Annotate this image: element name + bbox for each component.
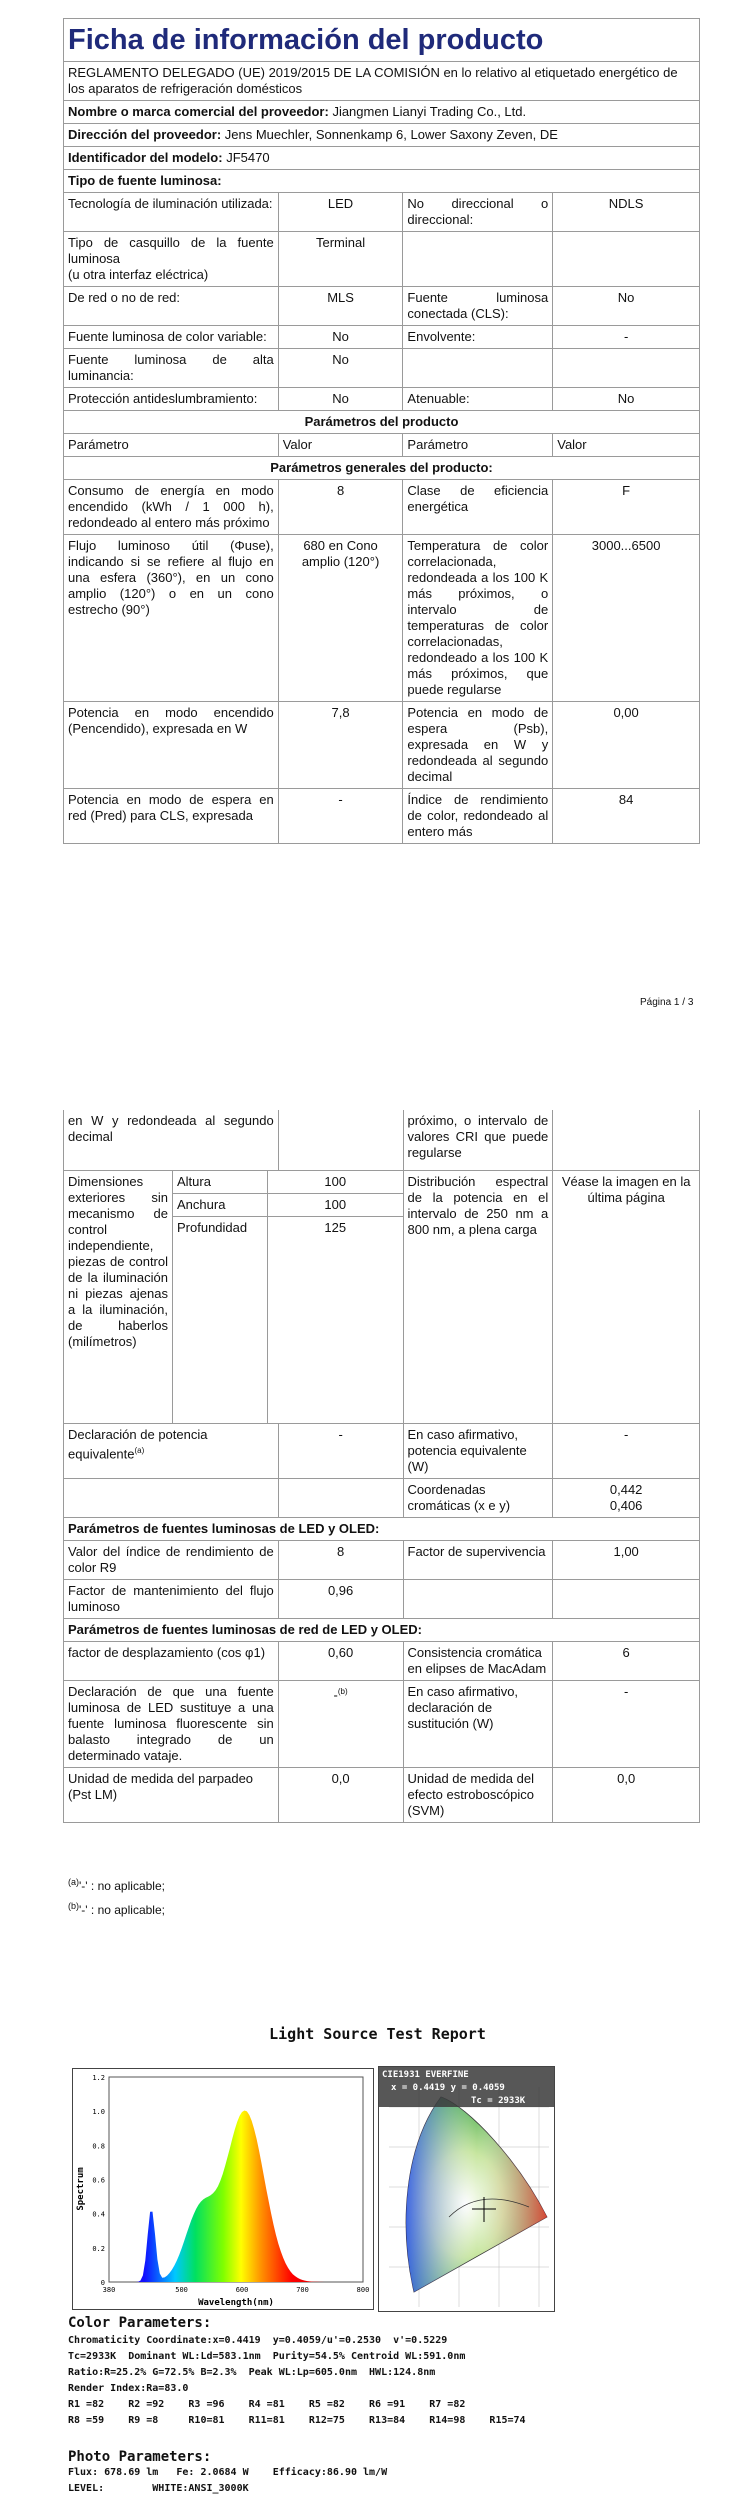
type-value: - (553, 326, 700, 349)
equiv-label-cell (64, 1424, 279, 1479)
general-value: 3000...6500 (553, 535, 700, 702)
type-value (553, 232, 700, 287)
general-param: Consumo de energía en modo encendido (kWh / 1 000 h), redondeado al entero más próximo (64, 480, 279, 535)
equiv2-label: En caso afirmativo, potencia equivalente (W) (403, 1424, 553, 1479)
y-tick-label: 1.2 (92, 2074, 105, 2082)
col-value-1: Valor (278, 434, 403, 457)
light-source-type-heading: Tipo de fuente luminosa: (64, 170, 700, 193)
spectral-value: Véase la imagen en la última página (553, 1171, 700, 1424)
y-tick-label: 0.8 (92, 2142, 105, 2151)
type-row (64, 326, 700, 349)
type-value: No (278, 349, 403, 388)
general-value: 680 en Cono amplio (120°) (278, 535, 403, 702)
col-param-1: Parámetro (64, 434, 279, 457)
y-ticks (92, 2074, 105, 2287)
survival-value: 1,00 (553, 1541, 700, 1580)
general-param: Potencia en modo encendido (Pencendido), expresada en W (64, 702, 279, 789)
general-value: F (553, 480, 700, 535)
dimensions-cell (64, 1171, 404, 1424)
dim-width-label: Anchura (173, 1194, 268, 1217)
dim-width-value: 100 (268, 1194, 403, 1217)
general-param: Flujo luminoso útil (Φuse), indicando si se refiere al flujo en una esfera (360°), en un cono amplio (120°) o en un cono estrecho (90°) (64, 535, 279, 702)
x-tick-label: 600 (235, 2286, 249, 2294)
chroma-x: 0,442 (609, 1482, 643, 1497)
type-row (64, 232, 700, 287)
general-value: 7,8 (278, 702, 403, 789)
photo-lines (68, 2465, 526, 2497)
type-param: Fuente luminosa de color variable: (64, 326, 279, 349)
type-row (64, 388, 700, 411)
displacement-value: 0,60 (278, 1642, 403, 1681)
general-row (64, 535, 700, 702)
supplier-address-row (64, 124, 700, 147)
product-params-heading: Parámetros del producto (64, 411, 700, 434)
type-param: Tipo de casquillo de la fuente luminosa (u otra interfaz eléctrica) (64, 232, 279, 287)
product-info-table-page2 (63, 1110, 700, 1823)
strobo-value: 0,0 (553, 1768, 700, 1823)
note-b-text: '-' : no aplicable; (79, 1903, 165, 1917)
param-line: Render Index:Ra=83.0 (68, 2383, 189, 2394)
cie-tc: Tc = 2933K (471, 2096, 526, 2106)
type-param: Envolvente: (403, 326, 553, 349)
param-line: Flux: 678.69 lm Fe: 2.0684 W Efficacy:86.90 lm/W (68, 2467, 388, 2478)
type-row (64, 349, 700, 388)
x-ticks (103, 2286, 370, 2294)
y-tick-label: 0.4 (92, 2210, 105, 2219)
param-line: Ratio:R=25.2% G=72.5% B=2.3% Peak WL:Lp=605.0nm HWL:124.8nm (68, 2367, 436, 2378)
x-tick-label: 500 (175, 2286, 188, 2294)
parameters-block (68, 2315, 526, 2497)
macadam-label: Consistencia cromática en elipses de MacAdam (403, 1642, 553, 1681)
chroma-values (553, 1479, 700, 1518)
mains-heading: Parámetros de fuentes luminosas de red de LED y OLED: (64, 1619, 700, 1642)
general-value: 84 (553, 789, 700, 844)
model-id: JF5470 (226, 150, 270, 165)
photo-params-heading: Photo Parameters: (68, 2449, 212, 2465)
general-param: Índice de rendimiento de color, redondeado al entero más (403, 789, 553, 844)
y-tick-label: 1.0 (92, 2108, 105, 2117)
type-value: No (553, 287, 700, 326)
note-a-mark: (a) (68, 1877, 79, 1887)
r9-label: Valor del índice de rendimiento de color R9 (64, 1541, 279, 1580)
spectral-label: Distribución espectral de la potencia en el intervalo de 250 nm a 800 nm, a plena carga (403, 1171, 553, 1424)
general-row (64, 789, 700, 844)
model-id-row (64, 147, 700, 170)
cie-svg (379, 2067, 554, 2311)
general-param: Potencia en modo de espera en red (Pred) para CLS, expresada (64, 789, 279, 844)
dimensions-table (64, 1171, 403, 1423)
dim-depth-label: Profundidad (177, 1220, 248, 1235)
x-tick-label: 380 (102, 2286, 116, 2294)
lumen-maint-label: Factor de mantenimiento del flujo luminoso (64, 1580, 279, 1619)
chroma-label: Coordenadas cromáticas (x e y) (403, 1479, 553, 1518)
type-param: Atenuable: (403, 388, 553, 411)
spectrum-svg (73, 2069, 373, 2309)
type-value: LED (278, 193, 403, 232)
type-row (64, 287, 700, 326)
color-lines (68, 2333, 526, 2429)
type-value: No (278, 326, 403, 349)
cie-chart (378, 2066, 555, 2312)
param-line: R1 =82 R2 =92 R3 =96 R4 =81 R5 =82 R6 =91 R7 =82 (68, 2399, 466, 2410)
type-param: De red o no de red: (64, 287, 279, 326)
empty-cell (553, 1110, 700, 1171)
equiv-sup: (a) (134, 1446, 145, 1455)
col-param-2: Parámetro (403, 434, 553, 457)
empty-cell (403, 1580, 553, 1619)
equiv2-value: - (553, 1424, 700, 1479)
dimensions-label: Dimensiones exteriores sin mecanismo de control independiente, piezas de control de la iluminación ni piezas ajenas a la iluminación, de haberlos (milímetros) (64, 1171, 173, 1423)
led-heading: Parámetros de fuentes luminosas de LED y OLED: (64, 1518, 700, 1541)
general-row (64, 480, 700, 535)
note-b-mark: (b) (68, 1901, 79, 1911)
empty-cell (278, 1110, 403, 1171)
dim-depth-value: 125 (268, 1217, 403, 1424)
dim-height-value: 100 (268, 1171, 403, 1194)
param-line: LEVEL: WHITE:ANSI_3000K (68, 2483, 249, 2494)
type-param: Tecnología de iluminación utilizada: (64, 193, 279, 232)
cie-coords: x = 0.4419 y = 0.4059 (391, 2083, 505, 2093)
col-value-2: Valor (553, 434, 700, 457)
general-params-heading: Parámetros generales del producto: (64, 457, 700, 480)
x-tick-label: 800 (356, 2286, 370, 2294)
type-param: Fuente luminosa conectada (CLS): (403, 287, 553, 326)
type-param: Fuente luminosa de alta luminancia: (64, 349, 279, 388)
param-line: Tc=2933K Dominant WL:Ld=583.1nm Purity=54.5% Centroid WL:591.0nm (68, 2351, 466, 2362)
r9-value: 8 (278, 1541, 403, 1580)
replace-label: Declaración de que una fuente luminosa de LED sustituye a una fuente luminosa fluorescente sin balasto integrado de un determinado vataje. (64, 1681, 279, 1768)
regulation-text: REGLAMENTO DELEGADO (UE) 2019/2015 DE LA COMISIÓN en lo relativo al etiquetado energético de los aparatos de refrigeración domésticos (64, 62, 700, 101)
spectrum-xlabel: Wavelength(nm) (198, 2298, 274, 2308)
survival-label: Factor de supervivencia (403, 1541, 553, 1580)
y-tick-label: 0.2 (92, 2244, 105, 2253)
general-value: - (278, 789, 403, 844)
type-value (553, 349, 700, 388)
supplier-address-label: Dirección del proveedor: (68, 127, 222, 142)
equiv-value: - (278, 1424, 403, 1479)
param-line: R8 =59 R9 =8 R10=81 R11=81 R12=75 R13=84 R14=98 R15=74 (68, 2415, 526, 2426)
supplier-name-row (64, 101, 700, 124)
general-param: Clase de eficiencia energética (403, 480, 553, 535)
empty-cell (64, 1479, 279, 1518)
report-title: Light Source Test Report (269, 2025, 486, 2043)
displacement-label: factor de desplazamiento (cos φ1) (64, 1642, 279, 1681)
type-param: Protección antideslumbramiento: (64, 388, 279, 411)
type-param (403, 349, 553, 388)
general-row (64, 702, 700, 789)
replace-value-cell (278, 1681, 403, 1768)
type-value: MLS (278, 287, 403, 326)
cri-cont: próximo, o intervalo de valores CRI que puede regularse (403, 1110, 553, 1171)
type-param (403, 232, 553, 287)
type-value: No (553, 388, 700, 411)
color-params-heading: Color Parameters: (68, 2315, 212, 2331)
y-tick-label: 0.6 (92, 2176, 105, 2185)
general-value: 8 (278, 480, 403, 535)
replace2-value: - (553, 1681, 700, 1768)
replace-value: - (333, 1687, 338, 1703)
spectrum-ylabel: Spectrum (76, 2167, 86, 2211)
y-tick-label: 0 (100, 2279, 105, 2287)
product-info-table-page1 (63, 18, 700, 844)
type-value: NDLS (553, 193, 700, 232)
flicker-label: Unidad de medida del parpadeo (Pst LM) (64, 1768, 279, 1823)
supplier-name-label: Nombre o marca comercial del proveedor: (68, 104, 329, 119)
spectrum-chart (72, 2068, 374, 2310)
chroma-y: 0,406 (609, 1498, 643, 1513)
cie-title: CIE1931 EVERFINE (382, 2070, 469, 2080)
page-number: Página 1 / 3 (640, 997, 694, 1008)
empty-cell (553, 1580, 700, 1619)
footnotes (68, 1872, 165, 1920)
note-a-text: '-' : no aplicable; (79, 1879, 165, 1893)
type-value: No (278, 388, 403, 411)
strobo-label: Unidad de medida del efecto estroboscópico (SVM) (403, 1768, 553, 1823)
type-row (64, 193, 700, 232)
macadam-value: 6 (553, 1642, 700, 1681)
param-line: Chromaticity Coordinate:x=0.4419 y=0.4059/u'=0.2530 v'=0.5229 (68, 2335, 448, 2346)
replace-sup: (b) (337, 1687, 348, 1696)
flicker-value: 0,0 (278, 1768, 403, 1823)
standby-network-cont: en W y redondeada al segundo decimal (64, 1110, 279, 1171)
page-title: Ficha de información del producto (64, 19, 700, 62)
type-param: No direccional o direccional: (403, 193, 553, 232)
general-param: Temperatura de color correlacionada, redondeada a los 100 K más próximos, o intervalo de temperaturas de color correlacionadas, redondeado a los 100 K más próximos, que puede regularse (403, 535, 553, 702)
note-a (68, 1872, 165, 1896)
supplier-name: Jiangmen Lianyi Trading Co., Ltd. (332, 104, 527, 119)
x-tick-label: 700 (296, 2286, 309, 2294)
equiv-label: Declaración de potencia equivalente (68, 1427, 208, 1462)
empty-cell (278, 1479, 403, 1518)
type-value: Terminal (278, 232, 403, 287)
model-id-label: Identificador del modelo: (68, 150, 223, 165)
general-param: Potencia en modo de espera (Psb), expresada en W y redondeada al segundo decimal (403, 702, 553, 789)
note-b (68, 1896, 165, 1920)
dim-height-label: Altura (173, 1171, 268, 1194)
general-value: 0,00 (553, 702, 700, 789)
replace2-label: En caso afirmativo, declaración de sustitución (W) (403, 1681, 553, 1768)
lumen-maint-value: 0,96 (278, 1580, 403, 1619)
supplier-address: Jens Muechler, Sonnenkamp 6, Lower Saxony Zeven, DE (224, 127, 558, 142)
